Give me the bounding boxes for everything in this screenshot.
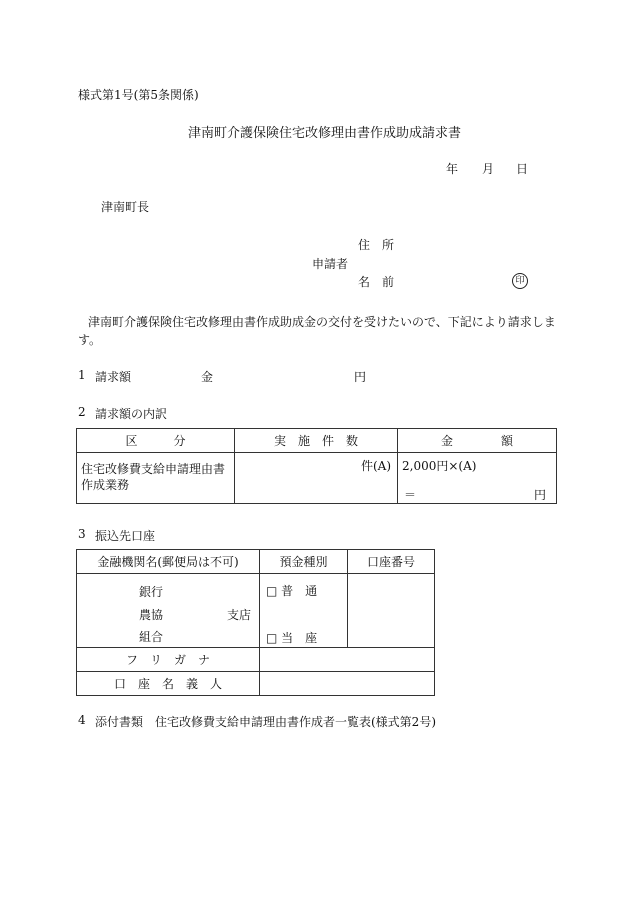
body-text-line1: 津南町介護保険住宅改修理由書作成助成金の交付を受けたいので、下記により請求しま <box>88 315 556 329</box>
count-cell <box>235 453 398 504</box>
furigana-label: フ リ ガ ナ <box>77 648 260 672</box>
section3-label: 振込先口座 <box>95 529 156 543</box>
category-cell <box>77 453 235 504</box>
seal-icon: 印 <box>512 272 528 289</box>
body-text-line2: す。 <box>78 333 102 347</box>
amount-yen: 円 <box>533 488 546 502</box>
section1-yen: 円 <box>354 370 367 384</box>
deposit-type-cell <box>260 574 348 648</box>
category-line2: 作成業務 <box>81 478 130 492</box>
header-bank-name: 金融機関名(郵便局は不可) <box>77 550 260 574</box>
breakdown-table <box>76 428 557 504</box>
deposit-type-futsu[interactable]: □ 普 通 <box>266 584 318 598</box>
section3-number: 3 <box>78 527 86 541</box>
header-category: 区 分 <box>77 429 235 453</box>
amount-equals: ＝ <box>404 488 417 502</box>
branch-label: 支店 <box>227 608 252 622</box>
applicant-label: 申請者 <box>312 257 349 271</box>
bank-name-cell <box>77 574 260 648</box>
furigana-value <box>260 648 435 672</box>
section1-kin: 金 <box>201 370 214 384</box>
date-year: 年 <box>446 162 459 176</box>
section2-label: 請求額の内訳 <box>95 407 168 421</box>
address-label: 住 所 <box>358 238 395 252</box>
addressee: 津南町長 <box>101 200 150 214</box>
account-holder-label: 口 座 名 義 人 <box>77 672 260 696</box>
header-amount: 金 額 <box>398 429 557 453</box>
form-number: 様式第1号(第5条関係) <box>78 88 199 102</box>
date-day: 日 <box>516 162 529 176</box>
account-number-cell <box>348 574 435 648</box>
bank-type-nokyo: 農協 <box>139 608 164 622</box>
page-title: 津南町介護保険住宅改修理由書作成助成請求書 <box>188 126 462 141</box>
amount-formula: 2,000円×(A) <box>402 459 477 473</box>
section4-number: 4 <box>78 713 86 727</box>
bank-type-ginko: 銀行 <box>139 585 164 599</box>
name-label: 名 前 <box>358 275 395 289</box>
date-month: 月 <box>482 162 495 176</box>
category-line1: 住宅改修費支給申請理由書 <box>81 462 226 476</box>
section2-number: 2 <box>78 405 86 419</box>
bank-table <box>76 549 435 696</box>
amount-cell <box>398 453 557 504</box>
section1-label: 請求額 <box>95 370 132 384</box>
header-account-number: 口座番号 <box>348 550 435 574</box>
count-unit: 件(A) <box>360 459 391 473</box>
section4-content: 住宅改修費支給申請理由書作成者一覧表(様式第2号) <box>155 715 437 729</box>
header-count: 実 施 件 数 <box>235 429 398 453</box>
header-deposit-type: 預金種別 <box>260 550 348 574</box>
section1-number: 1 <box>78 368 86 382</box>
account-holder-value <box>260 672 435 696</box>
section4-label: 添付書類 <box>95 715 144 729</box>
bank-type-kumiai: 組合 <box>139 630 164 644</box>
deposit-type-toza[interactable]: □ 当 座 <box>266 631 318 645</box>
